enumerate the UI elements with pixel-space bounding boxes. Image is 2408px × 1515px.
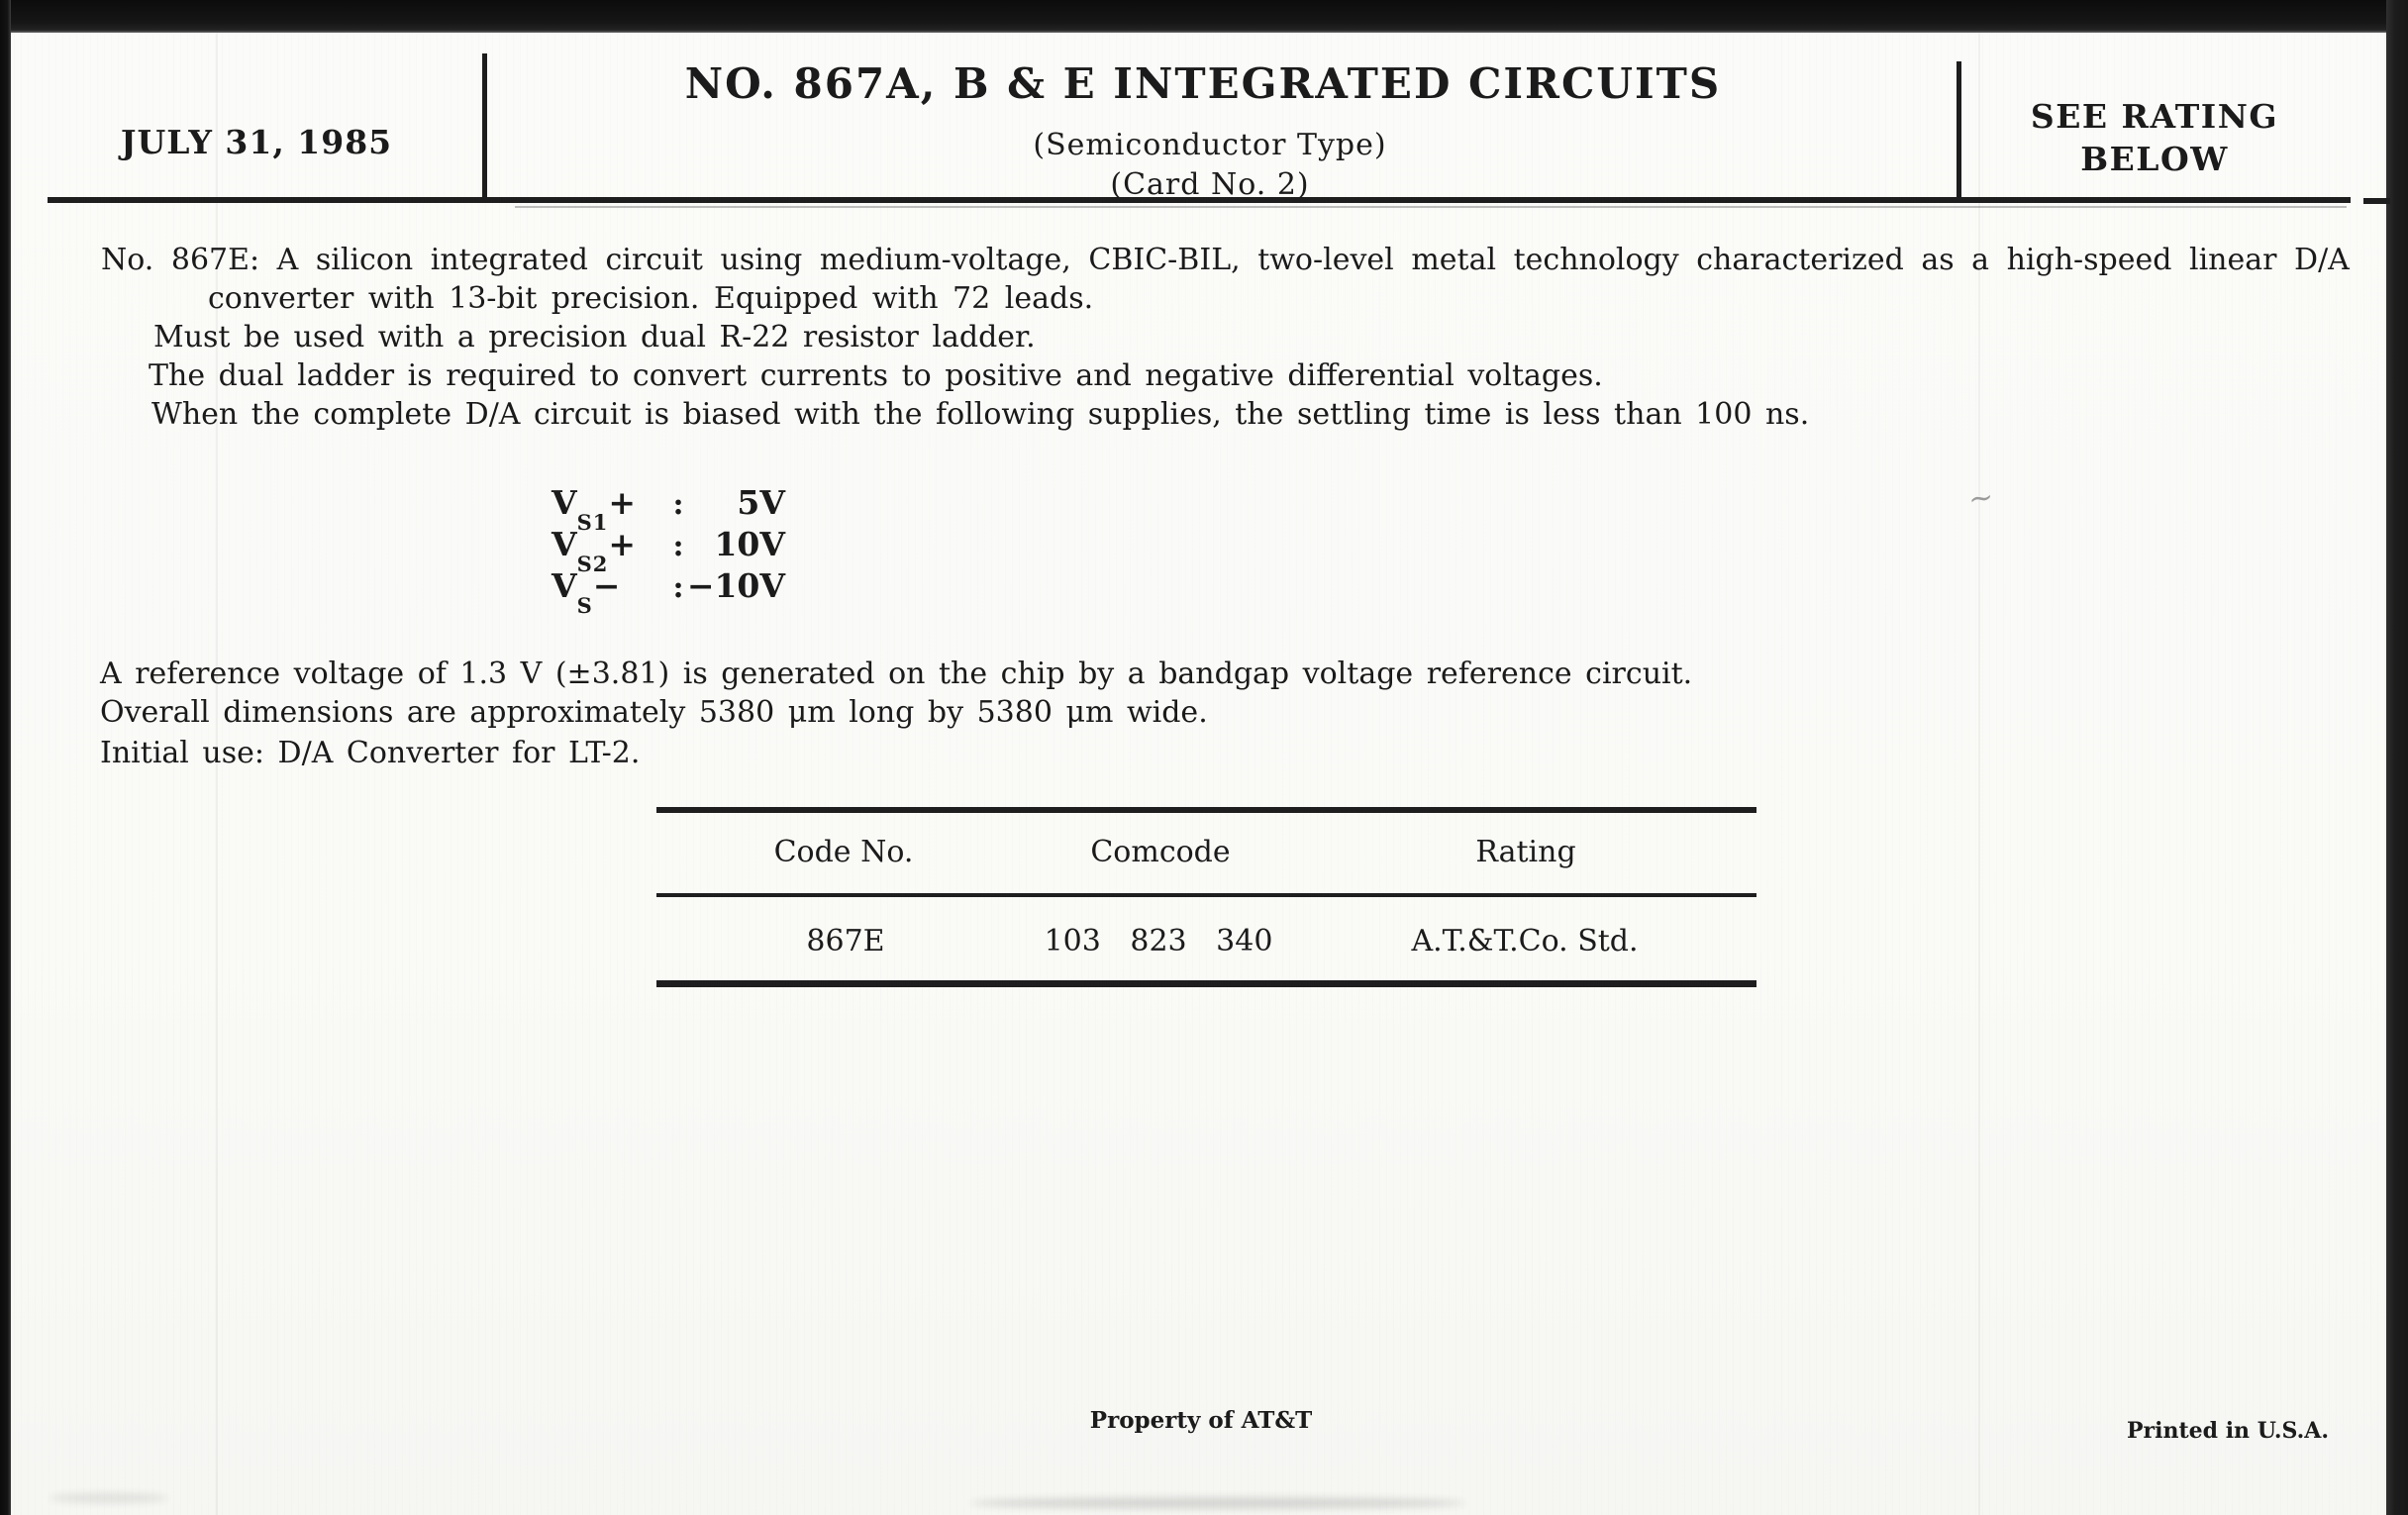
supply-sign: + [608,525,637,563]
scan-top-border [0,0,2408,33]
supply-subscript: S2 [576,552,609,576]
table-header-code-no: Code No. [773,835,914,869]
note-line-3: Initial use: D/A Converter for LT-2. [100,736,641,770]
header-divider-right [1956,61,1961,200]
supply-subscript: S1 [576,510,609,535]
description-line-5: When the complete D/A circuit is biased with the following supplies, the settling time is less than 100 ns. [151,397,1810,432]
rating-note-line1: SEE RATING [2030,97,2279,136]
scan-smudge-bottom-center [970,1497,1465,1509]
header-divider-left [482,53,487,200]
issue-date: JULY 31, 1985 [120,123,393,161]
description-line-2: converter with 13-bit precision. Equipped with 72 leads. [208,281,1094,316]
description-line-3: Must be used with a precision dual R-22 resistor ladder. [153,320,1036,354]
table-cell-code-no: 867E [806,924,885,959]
scan-smudge-bottom-left [50,1493,168,1503]
property-notice: Property of AT&T [1089,1407,1313,1434]
table-header-comcode: Comcode [1090,835,1231,869]
supply-sign: + [608,483,637,522]
supply-name: VS− [552,566,621,618]
supply-name: VS2+ [552,525,637,576]
note-line-1: A reference voltage of 1.3 V (±3.81) is generated on the chip by a bandgap voltage reference circuit. [100,656,1693,691]
table-cell-rating: A.T.&T.Co. Std. [1411,924,1639,959]
supply-value: −10V [686,566,785,605]
table-rule-middle [656,893,1756,897]
scan-left-border [0,0,11,1515]
pencil-mark: ~ [1965,479,1996,518]
scan-right-border [2386,0,2408,1515]
supply-value: 5V [737,483,785,522]
table-rule-top [656,807,1756,813]
description-line-1: No. 867E: A silicon integrated circuit using medium-voltage, CBIC-BIL, two-level metal technology characterized as a high-speed linear D/A [101,243,2350,277]
supply-colon: : [672,487,684,522]
printed-notice: Printed in U.S.A. [2127,1418,2330,1444]
table-header-rating: Rating [1475,835,1576,869]
supply-value: 10V [714,525,785,563]
card-number: (Card No. 2) [1110,167,1310,202]
supply-subscript: S [576,593,593,618]
header-rule-dash [2363,198,2390,204]
supply-colon: : [672,570,684,605]
note-line-2: Overall dimensions are approximately 5380 μm long by 5380 μm wide. [100,695,1208,730]
supply-row-vs1 [552,483,785,535]
header-rule-shadow [515,206,2347,208]
supply-row-vs2 [552,525,785,576]
document-title: NO. 867A, B & E INTEGRATED CIRCUITS [684,59,1722,108]
supply-name: VS1+ [552,483,637,535]
table-cell-comcode: 103 823 340 [1044,924,1273,959]
table-rule-bottom [656,980,1756,987]
document-subtitle: (Semiconductor Type) [1033,128,1387,162]
description-line-4: The dual ladder is required to convert currents to positive and negative differential voltages. [149,358,1603,393]
supply-row-vs-minus [552,566,785,618]
supply-sign: − [592,566,621,605]
rating-note [2031,95,2278,180]
supply-colon: : [672,529,684,563]
rating-note-line2: BELOW [2080,140,2229,178]
